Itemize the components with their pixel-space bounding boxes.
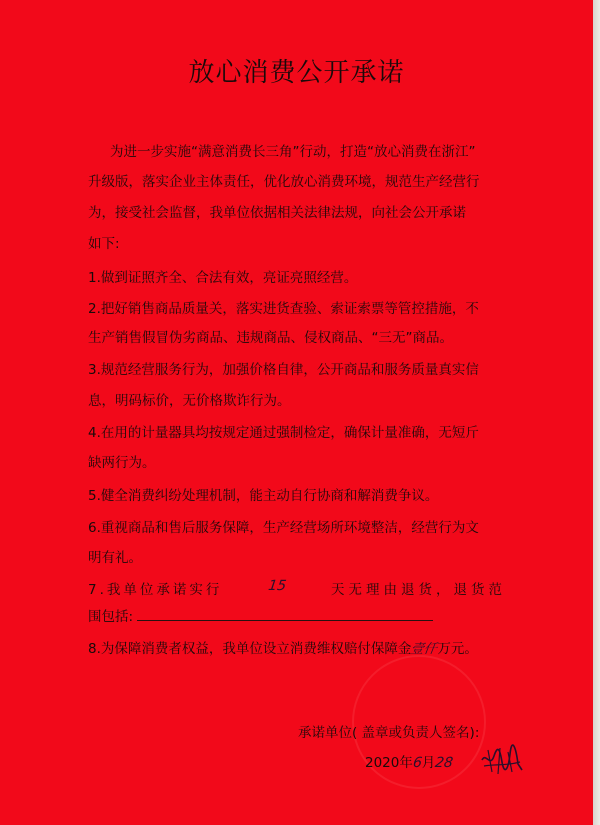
- signoff-label: 承诺单位( 盖章或负责人签名):: [298, 725, 480, 741]
- item-7-line2-label: 围包括:: [88, 609, 134, 625]
- item-3-line-2: 息，明码标价，无价格欺诈行为。: [88, 393, 291, 409]
- item-8-after: 万元。: [437, 641, 478, 657]
- signoff-month-label: 月: [421, 755, 436, 771]
- item-2-line-2: 生产销售假冒伪劣商品、违规商品、侵权商品、“三无”商品。: [88, 330, 453, 346]
- handwritten-signature: [480, 742, 524, 778]
- item-5-line-1: 5.健全消费纠纷处理机制，能主动自行协商和解消费争议。: [88, 488, 439, 504]
- intro-line-1: 为进一步实施“满意消费长三角”行动，打造“放心消费在浙江”: [110, 144, 476, 160]
- item-4-line-1: 4.在用的计量器具均按规定通过强制检定，确保计量准确，无短斤: [88, 425, 479, 441]
- signoff-year: 2020年: [365, 755, 413, 771]
- signoff-day-handwritten: 28: [434, 755, 455, 771]
- item-7-before: 7.我单位承诺实行: [88, 582, 223, 598]
- item-7-line-1: [88, 578, 506, 598]
- document-title: 放心消费公开承诺: [188, 58, 405, 88]
- item-4-line-2: 缺两行为。: [88, 455, 156, 471]
- scan-margin: [593, 0, 600, 825]
- item-8-before: 8.为保障消费者权益，我单位设立消费维权赔付保障金: [88, 641, 412, 657]
- item-1-line-1: 1.做到证照齐全、合法有效，亮证亮照经营。: [88, 270, 358, 286]
- signoff-date: [365, 751, 453, 771]
- item-7-line-2: [88, 605, 433, 625]
- item-2-line-1: 2.把好销售商品质量关，落实进货查验、索证索票等管控措施，不: [88, 301, 479, 317]
- item-7-days-handwritten: 15: [266, 578, 288, 594]
- item-7-after: 天无理由退货，退货范: [331, 582, 506, 598]
- item-6-line-1: 6.重视商品和售后服务保障，生产经营场所环境整洁，经营行为文: [88, 520, 479, 536]
- item-8-amount-handwritten: 壹仟: [410, 642, 439, 657]
- item-8-line-1: [88, 637, 478, 657]
- return-scope-blank: [137, 608, 433, 621]
- item-3-line-1: 3.规范经营服务行为，加强价格自律，公开商品和服务质量真实信: [88, 362, 479, 378]
- intro-line-3: 为，接受社会监督，我单位依据相关法律法规，向社会公开承诺: [88, 205, 466, 221]
- item-6-line-2: 明有礼。: [88, 550, 142, 566]
- intro-line-2: 升级版，落实企业主体责任，优化放心消费环境，规范生产经营行: [88, 174, 480, 190]
- intro-line-4: 如下:: [88, 236, 120, 252]
- signoff-month-handwritten: 6: [411, 755, 423, 771]
